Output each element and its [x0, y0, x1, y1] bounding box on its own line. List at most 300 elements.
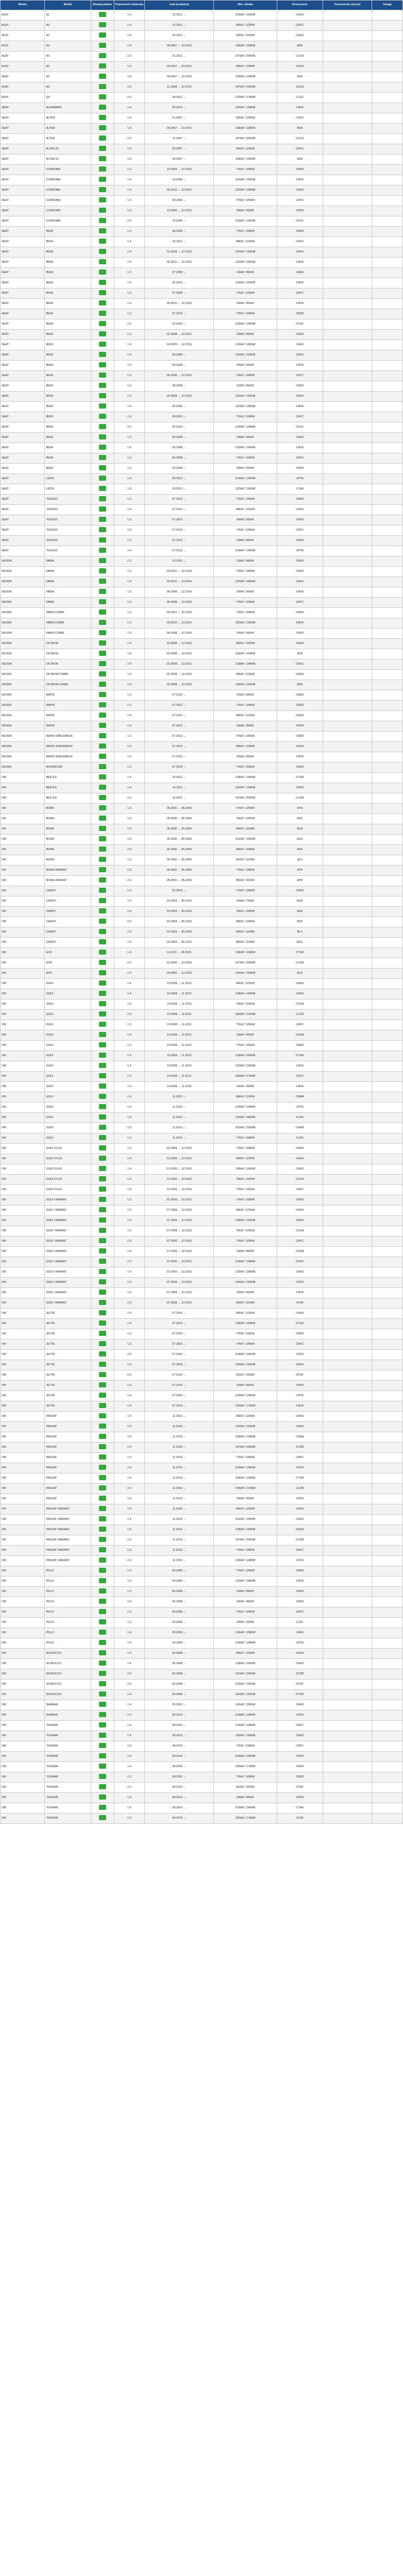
cell-gear — [323, 1030, 372, 1041]
cell-fuel — [91, 793, 114, 804]
cell-pow: 125kW / 170KM — [214, 1401, 277, 1412]
cell-cap: 1.4 — [114, 144, 145, 155]
cell-fuel — [91, 577, 114, 587]
table-row — [1, 1587, 403, 1597]
fuel-type-icon — [99, 496, 106, 501]
cell-eng: CAVD — [277, 1278, 323, 1288]
cell-model: CORDOBA — [45, 175, 91, 185]
cell-eng: CAVG — [277, 10, 323, 21]
cell-gear — [323, 886, 372, 896]
cell-note — [372, 1546, 403, 1556]
cell-note — [372, 1700, 403, 1710]
cell-gear — [323, 1803, 372, 1814]
cell-note — [372, 732, 403, 742]
cell-eng: CGGA — [277, 1247, 323, 1257]
cell-brand: VW — [1, 1504, 45, 1515]
cell-fuel — [91, 1103, 114, 1113]
cell-brand: VW — [1, 1700, 45, 1710]
cell-gear — [323, 1731, 372, 1741]
cell-year: 01.2009 → 12.2013 — [145, 1154, 214, 1164]
cell-fuel — [91, 1041, 114, 1051]
cell-brand: SEAT — [1, 474, 45, 484]
table-row — [1, 1546, 403, 1556]
table-row — [1, 1175, 403, 1185]
cell-note — [372, 866, 403, 876]
cell-gear — [323, 721, 372, 732]
cell-note — [372, 855, 403, 866]
cell-model: IBIZA — [45, 330, 91, 340]
cell-pow: 66kW / 90KM — [214, 629, 277, 639]
cell-gear — [323, 1340, 372, 1350]
cell-pow: 110kW / 150KM — [214, 1731, 277, 1741]
cell-cap: 1.8 — [114, 1525, 145, 1535]
cell-pow: 162kW / 220KM — [214, 1123, 277, 1133]
cell-year: 07.2012 → — [145, 752, 214, 762]
fuel-type-icon — [99, 352, 106, 357]
cell-year: 08.2007 → — [145, 155, 214, 165]
cell-fuel — [91, 484, 114, 495]
cell-gear — [323, 1319, 372, 1329]
fuel-type-icon — [99, 208, 106, 213]
cell-gear — [323, 1123, 372, 1133]
cell-pow: 118kW / 160KM — [214, 1473, 277, 1484]
cell-year: 02.2009 → 12.2015 — [145, 392, 214, 402]
cell-fuel — [91, 340, 114, 350]
cell-gear — [323, 1051, 372, 1061]
cell-fuel — [91, 618, 114, 629]
cell-gear — [323, 1164, 372, 1175]
table-row — [1, 1741, 403, 1752]
cell-fuel — [91, 1288, 114, 1298]
cell-eng: CCZB — [277, 1010, 323, 1020]
cell-pow: 63kW / 86KM — [214, 330, 277, 340]
cell-year: 03.2010 → 12.2014 — [145, 567, 214, 577]
cell-brand: VW — [1, 783, 45, 793]
cell-pow: 147kW / 200KM — [214, 52, 277, 62]
cell-model: POLO — [45, 1628, 91, 1638]
cell-pow: 63kW / 86KM — [214, 556, 277, 567]
cell-year: 05.2010 → — [145, 1710, 214, 1721]
cell-note — [372, 495, 403, 505]
cell-model: IBIZA — [45, 453, 91, 464]
cell-gear — [323, 412, 372, 422]
cell-model: IBIZA — [45, 402, 91, 412]
cell-cap: 1.6 — [114, 814, 145, 824]
cell-model: A3 — [45, 52, 91, 62]
table-row — [1, 948, 403, 958]
cell-pow: 110kW / 150KM — [214, 247, 277, 258]
table-row — [1, 124, 403, 134]
cell-year: 06.2009 → — [145, 1577, 214, 1587]
cell-gear — [323, 1267, 372, 1278]
cell-fuel — [91, 1649, 114, 1659]
cell-note — [372, 948, 403, 958]
cell-eng: CAVA — [277, 103, 323, 113]
cell-note — [372, 41, 403, 52]
table-row — [1, 1370, 403, 1381]
cell-fuel — [91, 670, 114, 680]
cell-eng: CPTA — [277, 1638, 323, 1649]
cell-pow: 132kW / 180KM — [214, 185, 277, 196]
fuel-type-icon — [99, 1485, 106, 1490]
column-header: Pojemność skokowa — [114, 1, 145, 10]
cell-gear — [323, 1649, 372, 1659]
cell-cap: 1.4 — [114, 113, 145, 124]
cell-cap: 1.6 — [114, 824, 145, 835]
cell-note — [372, 443, 403, 453]
cell-year: 02.2009 → 12.2015 — [145, 340, 214, 350]
cell-fuel — [91, 402, 114, 412]
cell-pow: 90kW / 122KM — [214, 1206, 277, 1216]
cell-gear — [323, 1422, 372, 1432]
cell-fuel — [91, 433, 114, 443]
cell-note — [372, 1175, 403, 1185]
cell-brand: SKODA — [1, 721, 45, 732]
cell-gear — [323, 793, 372, 804]
cell-gear — [323, 1370, 372, 1381]
cell-fuel — [91, 773, 114, 783]
cell-pow: 66kW / 90KM — [214, 1082, 277, 1092]
cell-year: 09.2007 → 03.2013 — [145, 62, 214, 72]
table-row — [1, 1340, 403, 1350]
fuel-type-icon — [99, 846, 106, 852]
table-row — [1, 1133, 403, 1144]
cell-cap: 1.2 — [114, 165, 145, 175]
cell-pow: 77kW / 105KM — [214, 309, 277, 319]
cell-eng: CBZB — [277, 1772, 323, 1783]
fuel-type-icon — [99, 1393, 106, 1398]
cell-fuel — [91, 371, 114, 381]
cell-cap: 1.4 — [114, 1504, 145, 1515]
cell-cap: 2.0 — [114, 1556, 145, 1566]
cell-fuel — [91, 587, 114, 598]
cell-eng: CAYC — [277, 1607, 323, 1618]
cell-cap: 1.4 — [114, 1391, 145, 1401]
cell-model: TOLEDO — [45, 526, 91, 536]
cell-fuel — [91, 1082, 114, 1092]
cell-eng: CAVE — [277, 443, 323, 453]
cell-fuel — [91, 505, 114, 515]
cell-year: 10.2011 → — [145, 783, 214, 793]
cell-gear — [323, 41, 372, 52]
cell-cap: 1.4 — [114, 1092, 145, 1103]
fuel-type-icon — [99, 43, 106, 48]
cell-note — [372, 1082, 403, 1092]
cell-cap: 1.4 — [114, 21, 145, 31]
cell-note — [372, 371, 403, 381]
cell-gear — [323, 958, 372, 969]
cell-model: EOS — [45, 948, 91, 958]
cell-brand: VW — [1, 1226, 45, 1236]
cell-model: BORA — [45, 824, 91, 835]
cell-cap: 1.2 — [114, 556, 145, 567]
table-row — [1, 1092, 403, 1103]
table-row — [1, 103, 403, 113]
cell-brand: VW — [1, 773, 45, 783]
cell-model: GOLF — [45, 1123, 91, 1133]
fuel-type-icon — [99, 1547, 106, 1552]
fuel-type-icon — [99, 1156, 106, 1161]
table-row — [1, 721, 403, 732]
cell-pow: 92kW / 125KM — [214, 31, 277, 41]
cell-pow: 85kW / 115KM — [214, 927, 277, 938]
cell-model: GOLF PLUS — [45, 1154, 91, 1164]
table-row — [1, 1010, 403, 1020]
cell-model: JETTA — [45, 1401, 91, 1412]
cell-eng: CFHC — [277, 319, 323, 330]
cell-brand: VW — [1, 1597, 45, 1607]
cell-pow: 77kW / 105KM — [214, 289, 277, 299]
cell-cap: 1.6 — [114, 361, 145, 371]
cell-model: IBIZA — [45, 278, 91, 289]
cell-note — [372, 804, 403, 814]
cell-gear — [323, 216, 372, 227]
cell-cap: 1.2 — [114, 1041, 145, 1051]
table-row — [1, 1577, 403, 1587]
table-row — [1, 1772, 403, 1783]
fuel-type-icon — [99, 1465, 106, 1470]
cell-brand: VW — [1, 958, 45, 969]
cell-fuel — [91, 422, 114, 433]
cell-brand: SEAT — [1, 185, 45, 196]
cell-gear — [323, 773, 372, 783]
cell-brand: VW — [1, 1340, 45, 1350]
cell-fuel — [91, 1700, 114, 1710]
table-row — [1, 1783, 403, 1793]
cell-brand: AUDI — [1, 52, 45, 62]
cell-brand: VW — [1, 1772, 45, 1783]
cell-gear — [323, 814, 372, 824]
cell-year: 05.2000 → 05.2005 — [145, 824, 214, 835]
cell-cap: 1.2 — [114, 433, 145, 443]
cell-eng: CAXC — [277, 21, 323, 31]
fuel-type-icon — [99, 218, 106, 223]
cell-cap: 2.0 — [114, 917, 145, 927]
fuel-type-icon — [99, 84, 106, 89]
cell-cap: 1.4 — [114, 443, 145, 453]
cell-fuel — [91, 1659, 114, 1669]
cell-year: 07.2010 → — [145, 1329, 214, 1340]
cell-cap: 1.6 — [114, 1793, 145, 1803]
table-row — [1, 824, 403, 835]
cell-gear — [323, 752, 372, 762]
cell-note — [372, 1113, 403, 1123]
cell-brand: SKODA — [1, 711, 45, 721]
cell-brand: SKODA — [1, 567, 45, 577]
cell-brand: VW — [1, 1010, 45, 1020]
cell-pow: 103kW / 140KM — [214, 1257, 277, 1267]
cell-fuel — [91, 814, 114, 824]
cell-note — [372, 876, 403, 886]
cell-pow: 103kW / 140KM — [214, 659, 277, 670]
cell-note — [372, 979, 403, 989]
cell-note — [372, 1762, 403, 1772]
cell-model: BORA — [45, 855, 91, 866]
cell-gear — [323, 1298, 372, 1309]
cell-note — [372, 1793, 403, 1803]
cell-gear — [323, 1618, 372, 1628]
table-row — [1, 206, 403, 216]
cell-fuel — [91, 1391, 114, 1401]
cell-year: 05.2009 → — [145, 350, 214, 361]
cell-pow: 77kW / 105KM — [214, 1195, 277, 1206]
cell-brand: VW — [1, 1814, 45, 1824]
cell-brand: SEAT — [1, 412, 45, 422]
cell-model: IBIZA — [45, 392, 91, 402]
cell-gear — [323, 1566, 372, 1577]
cell-fuel — [91, 938, 114, 948]
cell-model: GOLF — [45, 1113, 91, 1123]
cell-model: A3 — [45, 21, 91, 31]
cell-pow: 110kW / 150KM — [214, 1700, 277, 1710]
cell-year: 02.2004 → 05.2010 — [145, 938, 214, 948]
cell-model: GOLF — [45, 1072, 91, 1082]
cell-eng: CAYB — [277, 361, 323, 371]
cell-note — [372, 1628, 403, 1638]
cell-eng: CAVE — [277, 1267, 323, 1278]
cell-model: BORA VARIANT — [45, 876, 91, 886]
cell-year: 05.2000 → 05.2005 — [145, 814, 214, 824]
cell-brand: VW — [1, 1360, 45, 1370]
cell-year: 11.2008 → 12.2013 — [145, 82, 214, 93]
cell-fuel — [91, 72, 114, 82]
fuel-type-icon — [99, 455, 106, 460]
fuel-type-icon — [99, 713, 106, 718]
cell-pow: 132kW / 180KM — [214, 1267, 277, 1278]
cell-gear — [323, 804, 372, 814]
cell-cap: 1.4 — [114, 1422, 145, 1432]
cell-note — [372, 711, 403, 721]
cell-cap: 1.2 — [114, 1144, 145, 1154]
cell-pow: 77kW / 105KM — [214, 701, 277, 711]
cell-eng: CCZB — [277, 1443, 323, 1453]
cell-year: 07.2012 → — [145, 721, 214, 732]
cell-year: 03.2010 → 12.2014 — [145, 608, 214, 618]
fuel-type-icon — [99, 1774, 106, 1779]
cell-note — [372, 227, 403, 237]
cell-year: 07.2009 → 12.2013 — [145, 1257, 214, 1267]
cell-eng: CAYC — [277, 598, 323, 608]
cell-eng: CFJA — [277, 1814, 323, 1824]
cell-note — [372, 1659, 403, 1669]
cell-gear — [323, 1010, 372, 1020]
cell-note — [372, 93, 403, 103]
table-row — [1, 443, 403, 453]
cell-pow: 118kW / 160KM — [214, 41, 277, 52]
fuel-type-icon — [99, 888, 106, 893]
cell-note — [372, 464, 403, 474]
cell-cap: 1.2 — [114, 381, 145, 392]
cell-gear — [323, 268, 372, 278]
cell-gear — [323, 1607, 372, 1618]
cell-gear — [323, 835, 372, 845]
cell-eng: CAYB — [277, 721, 323, 732]
cell-cap: 2.0 — [114, 52, 145, 62]
fuel-type-icon — [99, 929, 106, 934]
cell-model: TOURAN — [45, 1803, 91, 1814]
fuel-type-icon — [99, 785, 106, 790]
cell-brand: VW — [1, 1154, 45, 1164]
fuel-type-icon — [99, 465, 106, 470]
cell-pow: 147kW / 200KM — [214, 82, 277, 93]
cell-eng: CAXA — [277, 1154, 323, 1164]
cell-pow: 147kW / 200KM — [214, 1535, 277, 1546]
cell-model: BEETLE — [45, 773, 91, 783]
cell-cap: 1.4 — [114, 1267, 145, 1278]
table-row — [1, 340, 403, 350]
cell-pow: 66kW / 90KM — [214, 1494, 277, 1504]
cell-year: 02.2008 → 12.2013 — [145, 680, 214, 690]
cell-gear — [323, 1288, 372, 1298]
cell-year: 11.2010 → — [145, 1515, 214, 1525]
fuel-type-icon — [99, 795, 106, 800]
fuel-type-icon — [99, 146, 106, 151]
cell-year: 07.2012 → — [145, 742, 214, 752]
cell-cap: 1.6 — [114, 629, 145, 639]
cell-gear — [323, 278, 372, 289]
fuel-type-icon — [99, 486, 106, 491]
cell-fuel — [91, 608, 114, 618]
table-row — [1, 1278, 403, 1288]
cell-pow: 110kW / 150KM — [214, 835, 277, 845]
cell-eng: CAYC — [277, 1453, 323, 1463]
cell-year: 08.2010 → — [145, 1772, 214, 1783]
cell-cap: 1.4 — [114, 639, 145, 649]
cell-cap: 1.6 — [114, 598, 145, 608]
fuel-type-icon — [99, 1197, 106, 1202]
cell-note — [372, 1010, 403, 1020]
cell-year: 08.2010 → — [145, 1803, 214, 1814]
cell-note — [372, 1309, 403, 1319]
table-row — [1, 742, 403, 752]
cell-fuel — [91, 278, 114, 289]
cell-year: 03.2010 → 12.2014 — [145, 577, 214, 587]
cell-brand: SKODA — [1, 649, 45, 659]
table-row — [1, 670, 403, 680]
cell-eng: CAVE — [277, 278, 323, 289]
table-row — [1, 196, 403, 206]
cell-fuel — [91, 1164, 114, 1175]
cell-note — [372, 124, 403, 134]
table-row — [1, 1350, 403, 1360]
cell-year: 06.2010 → 12.2015 — [145, 258, 214, 268]
table-row — [1, 958, 403, 969]
cell-note — [372, 484, 403, 495]
cell-pow: 147kW / 200KM — [214, 134, 277, 144]
cell-fuel — [91, 979, 114, 989]
cell-brand: SEAT — [1, 402, 45, 412]
table-row — [1, 866, 403, 876]
cell-pow: 85kW / 115KM — [214, 876, 277, 886]
cell-pow: 90kW / 122KM — [214, 21, 277, 31]
cell-brand: VW — [1, 835, 45, 845]
column-header: Oznaczenie skrzyni — [323, 1, 372, 10]
cell-model: GOLF — [45, 989, 91, 999]
cell-gear — [323, 680, 372, 690]
cell-model: GOLF — [45, 1051, 91, 1061]
fuel-type-icon — [99, 1630, 106, 1635]
fuel-type-icon — [99, 1114, 106, 1120]
fuel-type-icon — [99, 135, 106, 141]
fuel-type-icon — [99, 1176, 106, 1181]
cell-pow: 119kW / 160KM — [214, 10, 277, 21]
table-row — [1, 732, 403, 742]
cell-cap: 1.4 — [114, 1309, 145, 1319]
cell-year: 10.2009 → 12.2013 — [145, 206, 214, 216]
cell-year: 05.2010 → 12.2015 — [145, 299, 214, 309]
cell-gear — [323, 1206, 372, 1216]
cell-eng: ATN — [277, 804, 323, 814]
